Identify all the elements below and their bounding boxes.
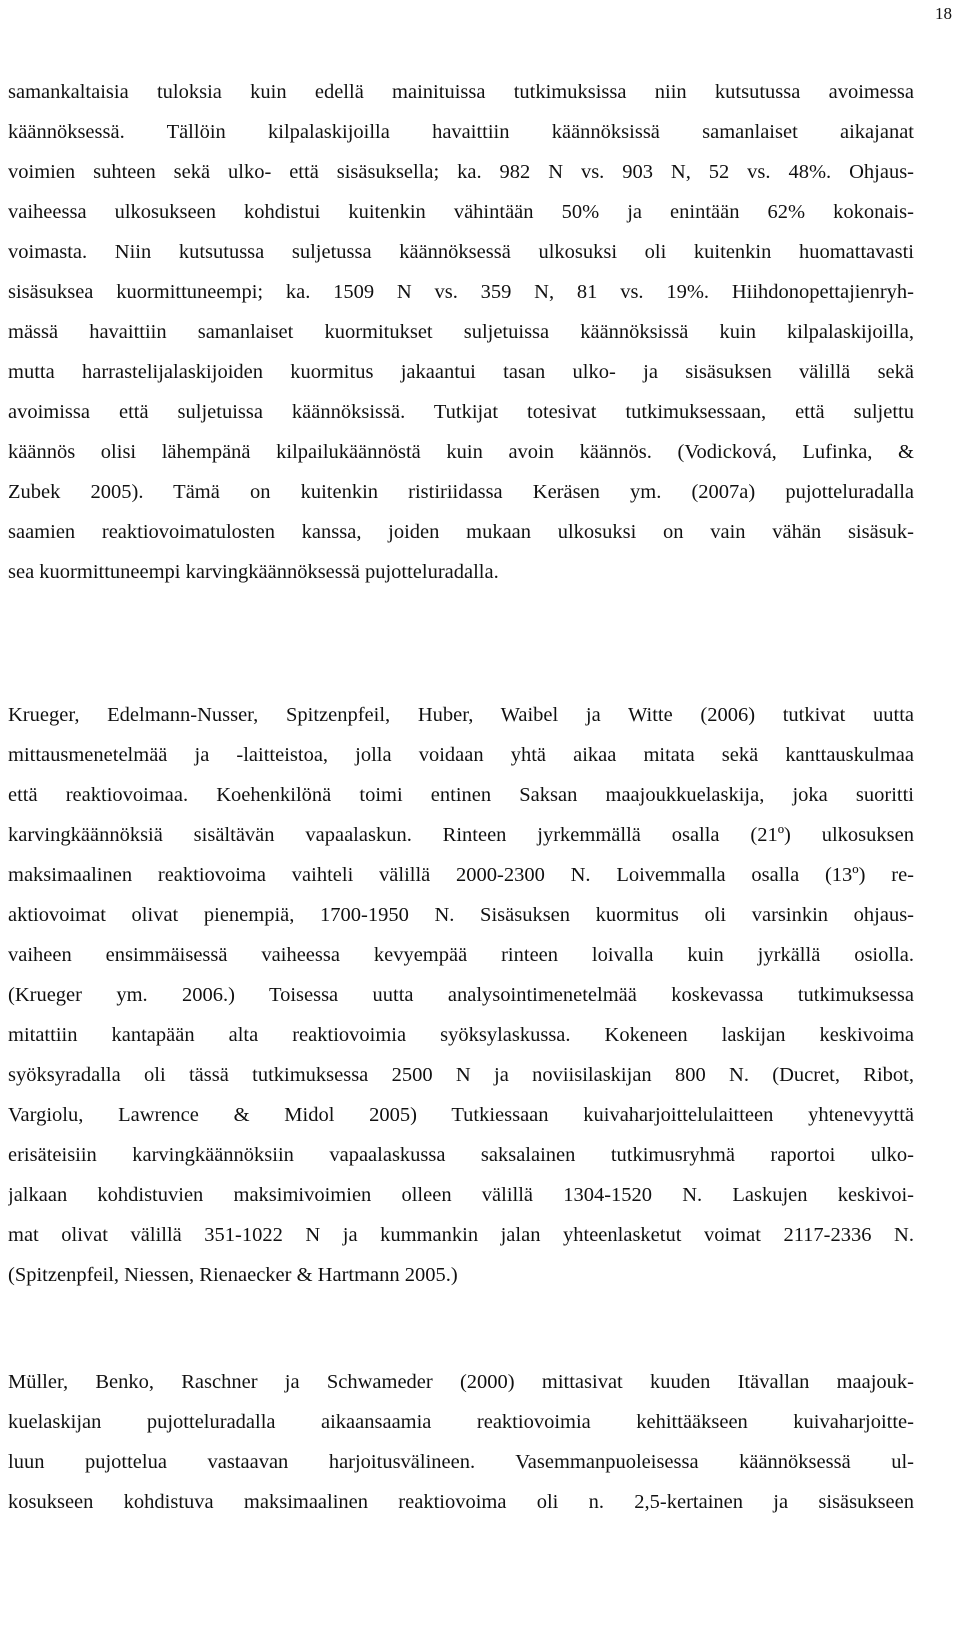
text-line: voimien suhteen sekä ulko- että sisäsuksella; ka. 982 N vs. 903 N, 52 vs. 48%. Ohjaus- [8,161,914,183]
text-line: samankaltaisia tuloksia kuin edellä mainituissa tutkimuksissa niin kutsutussa avoimessa [8,81,914,103]
text-line: mitattiin kantapään alta reaktiovoimia syöksylaskussa. Kokeneen laskijan keskivoima [8,1024,914,1046]
text-line: sea kuormittuneempi karvingkäännöksessä pujotteluradalla. [8,561,499,583]
text-line: mässä havaittiin samanlaiset kuormitukset suljetuissa käännöksissä kuin kilpalaskijoilla, [8,321,914,343]
text-line: käännöksessä. Tällöin kilpalaskijoilla havaittiin käännöksissä samanlaiset aikajanat [8,121,914,143]
text-line: kuelaskijan pujotteluradalla aikaansaamia reaktiovoimia kehittääkseen kuivaharjoitte- [8,1411,914,1433]
text-line: avoimissa että suljetuissa käännöksissä. Tutkijat totesivat tutkimuksessaan, että suljettu [8,401,914,423]
paragraph-1 [8,72,914,592]
text-line: karvingkäännöksiä sisältävän vapaalaskun. Rinteen jyrkemmällä osalla (21º) ulkosuksen [8,824,914,846]
text-line: Müller, Benko, Raschner ja Schwameder (2000) mittasivat kuuden Itävallan maajouk- [8,1371,914,1393]
text-line: syöksyradalla oli tässä tutkimuksessa 2500 N ja noviisilaskijan 800 N. (Ducret, Ribot, [8,1064,914,1086]
paragraph-3 [8,1362,914,1522]
text-line: Vargiolu, Lawrence & Midol 2005) Tutkiessaan kuivaharjoittelulaitteen yhtenevyyttä [8,1104,914,1126]
text-line: mutta harrastelijalaskijoiden kuormitus jakaantui tasan ulko- ja sisäsuksen välillä sekä [8,361,914,383]
text-line: käännös olisi lähempänä kilpailukäännöstä kuin avoin käännös. (Vodicková, Lufinka, & [8,441,914,463]
text-line: luun pujottelua vastaavan harjoitusvälineen. Vasemmanpuoleisessa käännöksessä ul- [8,1451,914,1473]
text-line: voimasta. Niin kutsutussa suljetussa käännöksessä ulkosuksi oli kuitenkin huomattavasti [8,241,914,263]
text-line: mittausmenetelmää ja -laitteistoa, jolla voidaan yhtä aikaa mitata sekä kanttauskulmaa [8,744,914,766]
text-line: (Krueger ym. 2006.) Toisessa uutta analysointimenetelmää koskevassa tutkimuksessa [8,984,914,1006]
text-line: (Spitzenpfeil, Niessen, Rienaecker & Hartmann 2005.) [8,1264,458,1286]
text-line: että reaktiovoimaa. Koehenkilönä toimi entinen Saksan maajoukkuelaskija, joka suoritti [8,784,914,806]
text-line: maksimaalinen reaktiovoima vaihteli välillä 2000-2300 N. Loivemmalla osalla (13º) re- [8,864,914,886]
text-line: vaiheessa ulkosukseen kohdistui kuitenkin vähintään 50% ja enintään 62% kokonais- [8,201,914,223]
text-line: vaiheen ensimmäisessä vaiheessa kevyempää rinteen loivalla kuin jyrkällä osiolla. [8,944,914,966]
text-line: Krueger, Edelmann-Nusser, Spitzenpfeil, Huber, Waibel ja Witte (2006) tutkivat uutta [8,704,914,726]
text-line: sisäsuksea kuormittuneempi; ka. 1509 N vs. 359 N, 81 vs. 19%. Hiihdonopettajienryh- [8,281,914,303]
text-line: Zubek 2005). Tämä on kuitenkin ristiriidassa Keräsen ym. (2007a) pujotteluradalla [8,481,914,503]
text-line: aktiovoimat olivat pienempiä, 1700-1950 N. Sisäsuksen kuormitus oli varsinkin ohjaus- [8,904,914,926]
paragraph-2 [8,695,914,1295]
text-line: erisäteisiin karvingkäännöksiin vapaalaskussa saksalainen tutkimusryhmä raportoi ulko- [8,1144,914,1166]
page-number: 18 [935,4,952,23]
text-line: mat olivat välillä 351-1022 N ja kummankin jalan yhteenlasketut voimat 2117-2336 N. [8,1224,914,1246]
text-line: saamien reaktiovoimatulosten kanssa, joiden mukaan ulkosuksi on vain vähän sisäsuk- [8,521,914,543]
text-line: jalkaan kohdistuvien maksimivoimien olleen välillä 1304-1520 N. Laskujen keskivoi- [8,1184,914,1206]
text-line: kosukseen kohdistuva maksimaalinen reaktiovoima oli n. 2,5-kertainen ja sisäsukseen [8,1491,914,1513]
